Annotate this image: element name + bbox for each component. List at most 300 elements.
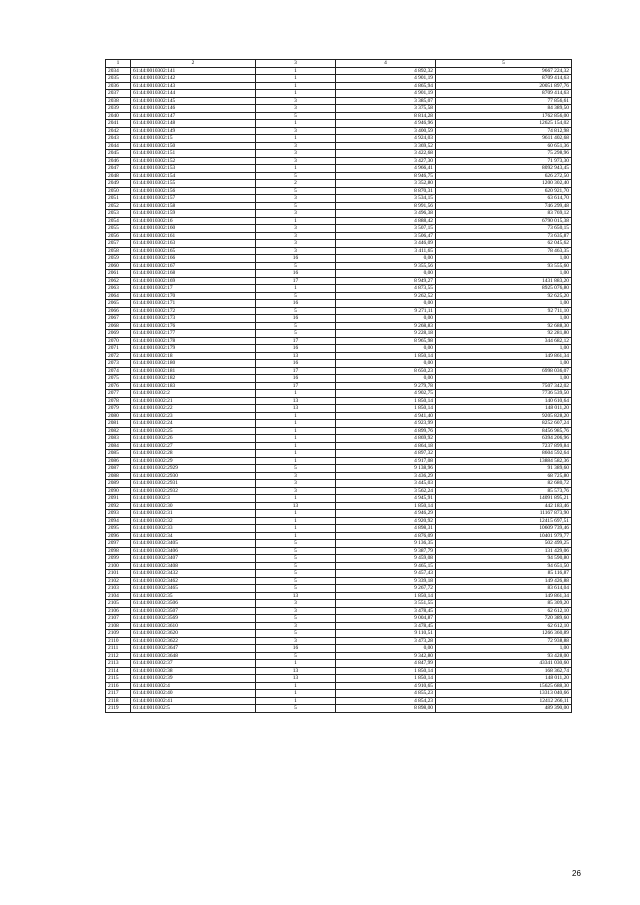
table-cell-col-2: 61:44:0010302:163 bbox=[131, 240, 256, 248]
table-cell-col-5: 68 725,80 bbox=[436, 472, 572, 480]
table-cell-col-2: 61:44:0010302:149 bbox=[131, 127, 256, 135]
table-cell-col-5: 77 856,61 bbox=[436, 97, 572, 105]
table-cell-col-5: 1,00 bbox=[436, 375, 572, 383]
table-cell-col-5: 1266 360,89 bbox=[436, 630, 572, 638]
table-cell-col-5: 746 299,48 bbox=[436, 202, 572, 210]
table-cell-col-2: 61:44:0010302:3648 bbox=[131, 652, 256, 660]
table-cell-col-4: 1 850,14 bbox=[336, 675, 436, 683]
table-cell-col-1: 2048 bbox=[106, 172, 131, 180]
table-row bbox=[106, 480, 572, 488]
table-cell-col-5: 85 309,20 bbox=[436, 600, 572, 608]
table-cell-col-1: 2115 bbox=[106, 675, 131, 683]
table-cell-col-3: 5 bbox=[256, 262, 336, 270]
table-cell-col-2: 61:44:0010302:153 bbox=[131, 165, 256, 173]
table-cell-col-4: 4 945,91 bbox=[336, 495, 436, 503]
table-row bbox=[106, 135, 572, 143]
table-cell-col-3: 5 bbox=[256, 562, 336, 570]
table-row bbox=[106, 90, 572, 98]
table-cell-col-1: 2034 bbox=[106, 67, 131, 75]
table-cell-col-3: 3 bbox=[256, 232, 336, 240]
table-row bbox=[106, 547, 572, 555]
table-cell-col-1: 2068 bbox=[106, 322, 131, 330]
table-cell-col-4: 3 551,55 bbox=[336, 600, 436, 608]
table-cell-col-1: 2035 bbox=[106, 75, 131, 83]
table-cell-col-5: 11167 873,90 bbox=[436, 510, 572, 518]
table-row bbox=[106, 112, 572, 120]
table-cell-col-4: 3 562,24 bbox=[336, 487, 436, 495]
table-row bbox=[106, 622, 572, 630]
table-cell-col-1: 2076 bbox=[106, 382, 131, 390]
table-row bbox=[106, 525, 572, 533]
table-cell-col-5: 131 429,06 bbox=[436, 547, 572, 555]
table-cell-col-1: 2080 bbox=[106, 412, 131, 420]
table-cell-col-5: 14091 895,21 bbox=[436, 495, 572, 503]
table-cell-col-1: 2039 bbox=[106, 105, 131, 113]
table-cell-col-4: 4 946,29 bbox=[336, 510, 436, 518]
table-row bbox=[106, 105, 572, 113]
table-cell-col-5: 8456 985,76 bbox=[436, 427, 572, 435]
table-cell-col-3: 1 bbox=[256, 510, 336, 518]
table-cell-col-3: 1 bbox=[256, 697, 336, 705]
table-cell-col-5: 1431 883,20 bbox=[436, 277, 572, 285]
table-row bbox=[106, 345, 572, 353]
table-cell-col-2: 61:44:0010302:176 bbox=[131, 322, 256, 330]
table-cell-col-3: 13 bbox=[256, 675, 336, 683]
table-cell-col-3: 1 bbox=[256, 427, 336, 435]
table-cell-col-5: 7736 539,50 bbox=[436, 390, 572, 398]
table-row bbox=[106, 517, 572, 525]
table-cell-col-2: 61:44:0010302:158 bbox=[131, 202, 256, 210]
table-cell-col-3: 5 bbox=[256, 547, 336, 555]
table-cell-col-2: 61:44:0010302:151 bbox=[131, 150, 256, 158]
table-cell-col-1: 2053 bbox=[106, 210, 131, 218]
table-cell-col-3: 16 bbox=[256, 255, 336, 263]
table-cell-col-5: 84 389,50 bbox=[436, 105, 572, 113]
table-row bbox=[106, 315, 572, 323]
table-cell-col-4: 8 991,56 bbox=[336, 202, 436, 210]
table-cell-col-1: 2072 bbox=[106, 352, 131, 360]
table-cell-col-3: 16 bbox=[256, 375, 336, 383]
table-row bbox=[106, 195, 572, 203]
table-row bbox=[106, 120, 572, 128]
table-cell-col-4: 0,00 bbox=[336, 270, 436, 278]
table-cell-col-1: 2086 bbox=[106, 457, 131, 465]
table-cell-col-2: 61:44:0010302:148 bbox=[131, 120, 256, 128]
table-cell-col-2: 61:44:0010302:24 bbox=[131, 420, 256, 428]
table-cell-col-3: 3 bbox=[256, 607, 336, 615]
table-cell-col-3: 16 bbox=[256, 300, 336, 308]
table-cell-col-2: 61:44:0010302:21 bbox=[131, 397, 256, 405]
table-cell-col-2: 61:44:0010302:35 bbox=[131, 592, 256, 600]
table-cell-col-1: 2088 bbox=[106, 472, 131, 480]
table-cell-col-3: 1 bbox=[256, 165, 336, 173]
table-cell-col-3: 1 bbox=[256, 285, 336, 293]
table-row bbox=[106, 277, 572, 285]
table-cell-col-2: 61:44:0010302:31 bbox=[131, 510, 256, 518]
table-cell-col-5: 85 573,76 bbox=[436, 487, 572, 495]
table-cell-col-1: 2060 bbox=[106, 262, 131, 270]
table-cell-col-5: 9667 224,32 bbox=[436, 67, 572, 75]
table-cell-col-1: 2050 bbox=[106, 187, 131, 195]
table-cell-col-5: 1,00 bbox=[436, 300, 572, 308]
table-cell-col-3: 3 bbox=[256, 600, 336, 608]
table-cell-col-5: 7507 342,02 bbox=[436, 382, 572, 390]
table-row bbox=[106, 210, 572, 218]
table-cell-col-1: 2077 bbox=[106, 390, 131, 398]
table-cell-col-1: 2081 bbox=[106, 420, 131, 428]
table-cell-col-5: 8092 943,45 bbox=[436, 165, 572, 173]
table-cell-col-3: 1 bbox=[256, 450, 336, 458]
table-cell-col-3: 3 bbox=[256, 105, 336, 113]
table-cell-col-5: 20051 897,76 bbox=[436, 82, 572, 90]
table-cell-col-2: 61:44:0010302:157 bbox=[131, 195, 256, 203]
table-cell-col-2: 61:44:0010302:141 bbox=[131, 67, 256, 75]
table-cell-col-5: 8709 414,63 bbox=[436, 90, 572, 98]
table-row bbox=[106, 202, 572, 210]
table-cell-col-4: 8 946,75 bbox=[336, 172, 436, 180]
table-row bbox=[106, 352, 572, 360]
table-row bbox=[106, 382, 572, 390]
table-cell-col-4: 8 650,23 bbox=[336, 367, 436, 375]
table-row bbox=[106, 165, 572, 173]
table-cell-col-4: 0,00 bbox=[336, 360, 436, 368]
table-row bbox=[106, 615, 572, 623]
table-cell-col-3: 1 bbox=[256, 660, 336, 668]
table-cell-col-3: 1 bbox=[256, 90, 336, 98]
table-row bbox=[106, 270, 572, 278]
table-cell-col-2: 61:44:0010302:170 bbox=[131, 292, 256, 300]
table-row bbox=[106, 577, 572, 585]
table-cell-col-2: 61:44:0010302:3620 bbox=[131, 630, 256, 638]
table-cell-col-4: 4 865,94 bbox=[336, 82, 436, 90]
table-cell-col-4: 9 228,18 bbox=[336, 330, 436, 338]
table-cell-col-3: 1 bbox=[256, 135, 336, 143]
table-row bbox=[106, 390, 572, 398]
table-cell-col-3: 5 bbox=[256, 202, 336, 210]
table-cell-col-5: 489 390,00 bbox=[436, 705, 572, 713]
table-cell-col-3: 5 bbox=[256, 112, 336, 120]
table-cell-col-5: 78 463,35 bbox=[436, 247, 572, 255]
table-row bbox=[106, 217, 572, 225]
table-cell-col-2: 61:44:0010302:23 bbox=[131, 412, 256, 420]
table-row bbox=[106, 682, 572, 690]
table-cell-col-3: 3 bbox=[256, 240, 336, 248]
table-cell-col-2: 61:44:0010302:146 bbox=[131, 105, 256, 113]
table-row bbox=[106, 705, 572, 713]
table-cell-col-2: 61:44:0010302:177 bbox=[131, 330, 256, 338]
table-cell-col-2: 61:44:0010302:2931 bbox=[131, 480, 256, 488]
table-cell-col-2: 61:44:0010302:169 bbox=[131, 277, 256, 285]
table-cell-col-3: 5 bbox=[256, 570, 336, 578]
table-cell-col-4: 4 966,41 bbox=[336, 165, 436, 173]
table-cell-col-1: 2070 bbox=[106, 337, 131, 345]
table-cell-col-2: 61:44:0010302:3462 bbox=[131, 577, 256, 585]
table-cell-col-4: 4 899,76 bbox=[336, 427, 436, 435]
table-cell-col-3: 5 bbox=[256, 585, 336, 593]
table-cell-col-1: 2085 bbox=[106, 450, 131, 458]
table-cell-col-5: 6394 206,96 bbox=[436, 435, 572, 443]
table-cell-col-4: 0,00 bbox=[336, 255, 436, 263]
table-cell-col-4: 4 864,18 bbox=[336, 442, 436, 450]
table-cell-col-3: 16 bbox=[256, 315, 336, 323]
table-row bbox=[106, 180, 572, 188]
table-cell-col-1: 2106 bbox=[106, 607, 131, 615]
table-cell-col-2: 61:44:0010302:156 bbox=[131, 187, 256, 195]
table-cell-col-3: 5 bbox=[256, 465, 336, 473]
table-cell-col-3: 13 bbox=[256, 352, 336, 360]
table-cell-col-2: 61:44:0010302:172 bbox=[131, 307, 256, 315]
table-cell-col-4: 3 507,15 bbox=[336, 225, 436, 233]
table-cell-col-3: 5 bbox=[256, 187, 336, 195]
table-cell-col-4: 3 436,29 bbox=[336, 472, 436, 480]
table-cell-col-2: 61:44:0010302:179 bbox=[131, 345, 256, 353]
table-cell-col-2: 61:44:0010302:37 bbox=[131, 660, 256, 668]
table-cell-col-5: 82 680,72 bbox=[436, 480, 572, 488]
table-cell-col-5: 94 590,80 bbox=[436, 555, 572, 563]
table-cell-col-1: 2116 bbox=[106, 682, 131, 690]
table-cell-col-2: 61:44:0010302:160 bbox=[131, 225, 256, 233]
table-cell-col-2: 61:44:0010302:182 bbox=[131, 375, 256, 383]
table-row bbox=[106, 82, 572, 90]
table-cell-col-1: 2052 bbox=[106, 202, 131, 210]
table-row bbox=[106, 675, 572, 683]
table-cell-col-4: 4 917,08 bbox=[336, 457, 436, 465]
table-cell-col-1: 2094 bbox=[106, 517, 131, 525]
table-cell-col-3: 16 bbox=[256, 270, 336, 278]
table-cell-col-2: 61:44:0010302:32 bbox=[131, 517, 256, 525]
table-cell-col-1: 2066 bbox=[106, 307, 131, 315]
table-header-row bbox=[106, 60, 572, 68]
table-cell-col-3: 1 bbox=[256, 690, 336, 698]
table-cell-col-1: 2071 bbox=[106, 345, 131, 353]
table-cell-col-1: 2087 bbox=[106, 465, 131, 473]
table-cell-col-2: 61:44:0010302:3406 bbox=[131, 547, 256, 555]
table-cell-col-4: 4 855,23 bbox=[336, 690, 436, 698]
table-row bbox=[106, 532, 572, 540]
table-cell-col-5: 10401 979,77 bbox=[436, 532, 572, 540]
table-cell-col-1: 2069 bbox=[106, 330, 131, 338]
table-row bbox=[106, 420, 572, 428]
table-cell-col-1: 2099 bbox=[106, 555, 131, 563]
table-cell-col-4: 4 901,19 bbox=[336, 90, 436, 98]
table-cell-col-1: 2061 bbox=[106, 270, 131, 278]
table-cell-col-4: 3 422,68 bbox=[336, 150, 436, 158]
table-row bbox=[106, 630, 572, 638]
table-row bbox=[106, 292, 572, 300]
table-cell-col-4: 4 898,31 bbox=[336, 525, 436, 533]
table-row bbox=[106, 442, 572, 450]
table-cell-col-2: 61:44:0010302:27 bbox=[131, 442, 256, 450]
table-cell-col-1: 2059 bbox=[106, 255, 131, 263]
table-row bbox=[106, 660, 572, 668]
table-cell-col-3: 3 bbox=[256, 472, 336, 480]
table-cell-col-1: 2107 bbox=[106, 615, 131, 623]
table-cell-col-3: 3 bbox=[256, 157, 336, 165]
table-cell-col-2: 61:44:0010302:3 bbox=[131, 495, 256, 503]
table-cell-col-5: 626 272,50 bbox=[436, 172, 572, 180]
table-cell-col-2: 61:44:0010302:30 bbox=[131, 502, 256, 510]
table-cell-col-2: 61:44:0010302:25 bbox=[131, 427, 256, 435]
table-cell-col-2: 61:44:0010302:2 bbox=[131, 390, 256, 398]
table-cell-col-1: 2047 bbox=[106, 165, 131, 173]
table-cell-col-5: 10609 739,46 bbox=[436, 525, 572, 533]
table-cell-col-2: 61:44:0010302:143 bbox=[131, 82, 256, 90]
table-cell-col-2: 61:44:0010302:3408 bbox=[131, 562, 256, 570]
table-cell-col-1: 2093 bbox=[106, 510, 131, 518]
table-cell-col-5: 60 651,36 bbox=[436, 142, 572, 150]
table-cell-col-3: 16 bbox=[256, 345, 336, 353]
table-cell-col-3: 3 bbox=[256, 150, 336, 158]
table-cell-col-3: 1 bbox=[256, 67, 336, 75]
table-cell-col-2: 61:44:0010302:3569 bbox=[131, 615, 256, 623]
table-row bbox=[106, 570, 572, 578]
table-row bbox=[106, 487, 572, 495]
table-row bbox=[106, 600, 572, 608]
table-row bbox=[106, 555, 572, 563]
table-cell-col-5: 140 610,64 bbox=[436, 397, 572, 405]
table-row bbox=[106, 510, 572, 518]
table-cell-col-1: 2058 bbox=[106, 247, 131, 255]
table-cell-col-3: 13 bbox=[256, 405, 336, 413]
table-row bbox=[106, 427, 572, 435]
table-cell-col-3: 3 bbox=[256, 487, 336, 495]
table-cell-col-2: 61:44:0010302:3610 bbox=[131, 622, 256, 630]
table-row bbox=[106, 697, 572, 705]
table-cell-col-4: 3 411,65 bbox=[336, 247, 436, 255]
table-cell-col-4: 4 923,99 bbox=[336, 420, 436, 428]
table-cell-col-3: 5 bbox=[256, 705, 336, 713]
table-row bbox=[106, 75, 572, 83]
table-cell-col-5: 73 650,15 bbox=[436, 225, 572, 233]
table-cell-col-2: 61:44:0010302:34 bbox=[131, 532, 256, 540]
table-cell-col-2: 61:44:0010302:16 bbox=[131, 217, 256, 225]
table-cell-col-3: 1 bbox=[256, 390, 336, 398]
table-cell-col-1: 2075 bbox=[106, 375, 131, 383]
table-cell-col-4: 9 457,43 bbox=[336, 570, 436, 578]
table-cell-col-1: 2119 bbox=[106, 705, 131, 713]
table-row bbox=[106, 285, 572, 293]
table-row bbox=[106, 172, 572, 180]
table-cell-col-1: 2089 bbox=[106, 480, 131, 488]
table-cell-col-1: 2112 bbox=[106, 652, 131, 660]
table-cell-col-3: 3 bbox=[256, 142, 336, 150]
table-cell-col-5: 62 045,62 bbox=[436, 240, 572, 248]
table-cell-col-4: 3 478,45 bbox=[336, 622, 436, 630]
table-cell-col-5: 148 011,20 bbox=[436, 405, 572, 413]
table-cell-col-4: 9 110,51 bbox=[336, 630, 436, 638]
table-cell-col-1: 2046 bbox=[106, 157, 131, 165]
table-row bbox=[106, 405, 572, 413]
table-cell-col-1: 2108 bbox=[106, 622, 131, 630]
table-cell-col-3: 3 bbox=[256, 195, 336, 203]
table-cell-col-5: 1,00 bbox=[436, 270, 572, 278]
table-cell-col-4: 8 870,31 bbox=[336, 187, 436, 195]
table-cell-col-3: 17 bbox=[256, 277, 336, 285]
table-cell-col-2: 61:44:0010302:168 bbox=[131, 270, 256, 278]
table-cell-col-4: 1 850,14 bbox=[336, 502, 436, 510]
table-row bbox=[106, 300, 572, 308]
table-cell-col-1: 2079 bbox=[106, 405, 131, 413]
table-cell-col-1: 2056 bbox=[106, 232, 131, 240]
table-cell-col-4: 9 004,87 bbox=[336, 615, 436, 623]
table-cell-col-1: 2095 bbox=[106, 525, 131, 533]
table-cell-col-5: 8252 607,24 bbox=[436, 420, 572, 428]
table-cell-col-1: 2084 bbox=[106, 442, 131, 450]
table-cell-col-3: 5 bbox=[256, 292, 336, 300]
table-cell-col-1: 2101 bbox=[106, 570, 131, 578]
table-cell-col-3: 5 bbox=[256, 615, 336, 623]
table-cell-col-4: 4 847,99 bbox=[336, 660, 436, 668]
table-cell-col-4: 0,00 bbox=[336, 645, 436, 653]
table-cell-col-2: 61:44:0010302:152 bbox=[131, 157, 256, 165]
table-cell-col-2: 61:44:0010302:5 bbox=[131, 705, 256, 713]
table-cell-col-2: 61:44:0010302:3506 bbox=[131, 600, 256, 608]
table-cell-col-3: 17 bbox=[256, 367, 336, 375]
table-cell-col-4: 4 876,09 bbox=[336, 532, 436, 540]
table-row bbox=[106, 397, 572, 405]
table-cell-col-5: 75 298,96 bbox=[436, 150, 572, 158]
table-cell-col-2: 61:44:0010302:159 bbox=[131, 210, 256, 218]
table-cell-col-3: 1 bbox=[256, 412, 336, 420]
table-cell-col-5: 6790 015,38 bbox=[436, 217, 572, 225]
table-cell-col-1: 2104 bbox=[106, 592, 131, 600]
column-header-5: 5 bbox=[436, 60, 572, 68]
column-header-1: 1 bbox=[106, 60, 131, 68]
table-cell-col-5: 8709 414,63 bbox=[436, 75, 572, 83]
table-cell-col-4: 3 375,58 bbox=[336, 105, 436, 113]
table-cell-col-3: 5 bbox=[256, 577, 336, 585]
table-cell-col-1: 2051 bbox=[106, 195, 131, 203]
table-cell-col-2: 61:44:0010302:38 bbox=[131, 667, 256, 675]
table-cell-col-2: 61:44:0010302:147 bbox=[131, 112, 256, 120]
table-cell-col-3: 3 bbox=[256, 480, 336, 488]
table-row bbox=[106, 645, 572, 653]
table-cell-col-1: 2113 bbox=[106, 660, 131, 668]
table-cell-col-2: 61:44:0010302:150 bbox=[131, 142, 256, 150]
table-cell-col-5: 149 426,88 bbox=[436, 577, 572, 585]
table-row bbox=[106, 225, 572, 233]
table-cell-col-3: 1 bbox=[256, 82, 336, 90]
table-cell-col-1: 2103 bbox=[106, 585, 131, 593]
table-cell-col-1: 2111 bbox=[106, 645, 131, 653]
table-cell-col-1: 2041 bbox=[106, 120, 131, 128]
table-cell-col-5: 93 555,60 bbox=[436, 262, 572, 270]
table-cell-col-3: 3 bbox=[256, 637, 336, 645]
table-cell-col-1: 2065 bbox=[106, 300, 131, 308]
table-row bbox=[106, 607, 572, 615]
table-cell-col-2: 61:44:0010302:17 bbox=[131, 285, 256, 293]
table-cell-col-4: 9 387,79 bbox=[336, 547, 436, 555]
table-cell-col-3: 5 bbox=[256, 330, 336, 338]
table-cell-col-3: 1 bbox=[256, 682, 336, 690]
table-cell-col-1: 2067 bbox=[106, 315, 131, 323]
table-row bbox=[106, 637, 572, 645]
table-cell-col-1: 2100 bbox=[106, 562, 131, 570]
table-cell-col-4: 3 534,15 bbox=[336, 195, 436, 203]
table-cell-col-1: 2098 bbox=[106, 547, 131, 555]
table-cell-col-5: 1,00 bbox=[436, 645, 572, 653]
table-cell-col-4: 9 339,18 bbox=[336, 577, 436, 585]
table-row bbox=[106, 472, 572, 480]
table-cell-col-1: 2073 bbox=[106, 360, 131, 368]
table-cell-col-2: 61:44:0010302:142 bbox=[131, 75, 256, 83]
table-cell-col-5: 72 938,88 bbox=[436, 637, 572, 645]
table-cell-col-5: 168 362,74 bbox=[436, 667, 572, 675]
table-cell-col-4: 8 814,28 bbox=[336, 112, 436, 120]
table-cell-col-1: 2040 bbox=[106, 112, 131, 120]
table-cell-col-4: 4 854,23 bbox=[336, 697, 436, 705]
table-cell-col-2: 61:44:0010302:3507 bbox=[131, 607, 256, 615]
